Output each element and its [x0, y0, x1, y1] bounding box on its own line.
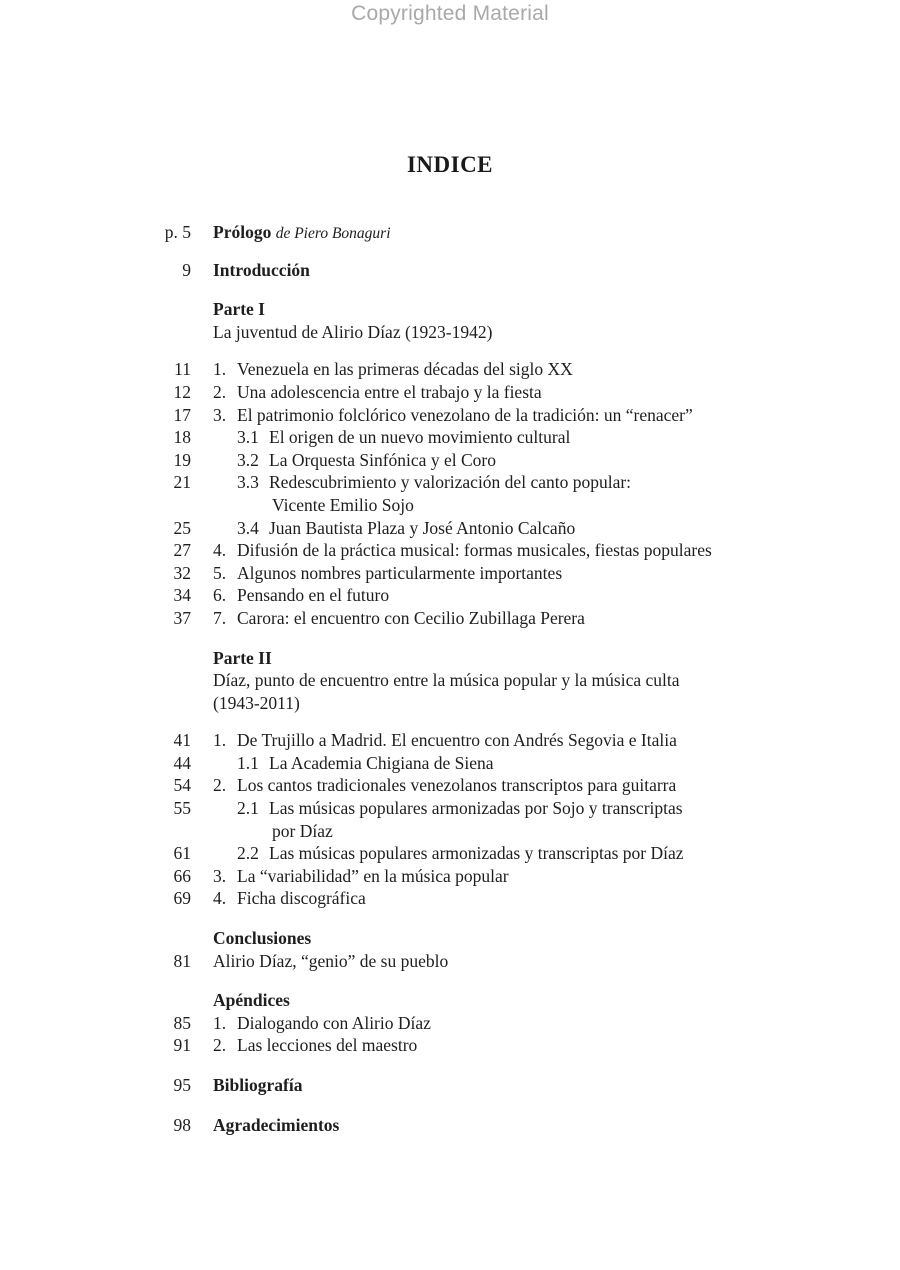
toc-entry[interactable]: 27 4. Difusión de la práctica musical: formas musicales, fiestas populares: [140, 539, 780, 562]
toc-entry-prologo[interactable]: [140, 221, 780, 244]
parte2-entries: [140, 729, 780, 910]
page-number: 66: [173, 865, 191, 886]
page-number: 85: [173, 1012, 191, 1033]
toc-entry-continuation: Vicente Emilio Sojo: [272, 494, 414, 515]
toc-entry-introduccion[interactable]: [140, 259, 780, 282]
toc-entry[interactable]: 66 3. La “variabilidad” en la música popular: [140, 865, 780, 888]
page-number: 37: [173, 607, 191, 628]
page-number: 12: [173, 381, 191, 402]
page-number: 32: [173, 562, 191, 583]
page-number: 9: [182, 259, 191, 280]
toc-entry[interactable]: 69 4. Ficha discográfica: [140, 887, 780, 910]
toc-entry[interactable]: 44 1.1 La Academia Chigiana de Siena: [140, 752, 780, 775]
page-number: 21: [173, 472, 191, 493]
toc-entry-conclusiones[interactable]: [140, 950, 780, 973]
section-heading-conclusiones: Conclusiones: [213, 928, 312, 949]
entry-label: Agradecimientos: [213, 1114, 340, 1135]
toc-entry[interactable]: 85 1. Dialogando con Alirio Díaz: [140, 1012, 780, 1035]
toc-entry[interactable]: 34 6. Pensando en el futuro: [140, 584, 780, 607]
toc-entry[interactable]: 17 3. El patrimonio folclórico venezolano de la tradición: un “renacer”: [140, 404, 780, 427]
toc-entry[interactable]: 54 2. Los cantos tradicionales venezolanos transcriptos para guitarra: [140, 774, 780, 797]
toc-entry[interactable]: 21 3.3 Redescubrimiento y valorización del canto popular:: [140, 471, 780, 494]
parte1-entries: [140, 358, 780, 629]
entry-label: Alirio Díaz, “genio” de su pueblo: [213, 950, 449, 971]
section-subtitle-parte2: Díaz, punto de encuentro entre la música popular y la música culta: [213, 670, 680, 691]
toc-entry[interactable]: 55 2.1 Las músicas populares armonizadas por Sojo y transcriptas: [140, 797, 780, 820]
toc-entry[interactable]: 61 2.2 Las músicas populares armonizadas y transcriptas por Díaz: [140, 842, 780, 865]
page-title: INDICE: [406, 152, 494, 177]
section-heading-parte2: Parte II: [213, 647, 272, 668]
table-of-contents: [140, 221, 780, 1136]
page-number: 81: [173, 950, 191, 971]
page-number: 44: [173, 752, 191, 773]
toc-entry[interactable]: 37 7. Carora: el encuentro con Cecilio Zubillaga Perera: [140, 607, 780, 630]
page-number: 54: [173, 775, 191, 796]
toc-entry[interactable]: 91 2. Las lecciones del maestro: [140, 1034, 780, 1057]
toc-entry-agradecimientos[interactable]: [140, 1114, 780, 1137]
page-number: 91: [173, 1035, 191, 1056]
entry-label: Bibliografía: [213, 1075, 303, 1095]
page-number: p. 5: [164, 222, 191, 242]
toc-entry[interactable]: 18 3.1 El origen de un nuevo movimiento cultural: [140, 426, 780, 449]
toc-entry-continuation: por Díaz: [272, 820, 333, 841]
page-number: 18: [173, 427, 191, 448]
page-number: 61: [173, 843, 191, 864]
watermark: Copyrighted Material: [351, 2, 549, 25]
entry-label: Introducción: [213, 259, 310, 280]
page-number: 27: [173, 540, 191, 561]
page-number: 95: [173, 1075, 191, 1095]
toc-entry[interactable]: 19 3.2 La Orquesta Sinfónica y el Coro: [140, 449, 780, 472]
page-number: 41: [173, 730, 191, 751]
page-number: 11: [174, 359, 191, 380]
section-heading-parte1: Parte I: [213, 299, 265, 320]
toc-entry[interactable]: 32 5. Algunos nombres particularmente importantes: [140, 562, 780, 585]
section-heading-apendices: Apéndices: [213, 990, 290, 1011]
toc-entry[interactable]: 12 2. Una adolescencia entre el trabajo y la fiesta: [140, 381, 780, 404]
page-number: 34: [173, 585, 191, 606]
toc-entry[interactable]: 25 3.4 Juan Bautista Plaza y José Antonio Calcaño: [140, 517, 780, 540]
toc-entry[interactable]: 41 1. De Trujillo a Madrid. El encuentro con Andrés Segovia e Italia: [140, 729, 780, 752]
entry-label: Prólogo: [213, 222, 272, 242]
entry-author: de Piero Bonaguri: [275, 225, 391, 242]
toc-entry-bibliografia[interactable]: [140, 1074, 780, 1097]
page-number: 25: [173, 517, 191, 538]
page-number: 19: [173, 449, 191, 470]
page-number: 98: [173, 1114, 191, 1135]
page-number: 69: [173, 888, 191, 909]
section-subtitle-parte2-line2: (1943-2011): [213, 692, 300, 713]
page-number: 17: [173, 404, 191, 425]
section-subtitle-parte1: La juventud de Alirio Díaz (1923-1942): [213, 321, 493, 342]
toc-entry[interactable]: 11 1. Venezuela en las primeras décadas del siglo XX: [140, 358, 780, 381]
page-number: 55: [173, 798, 191, 819]
